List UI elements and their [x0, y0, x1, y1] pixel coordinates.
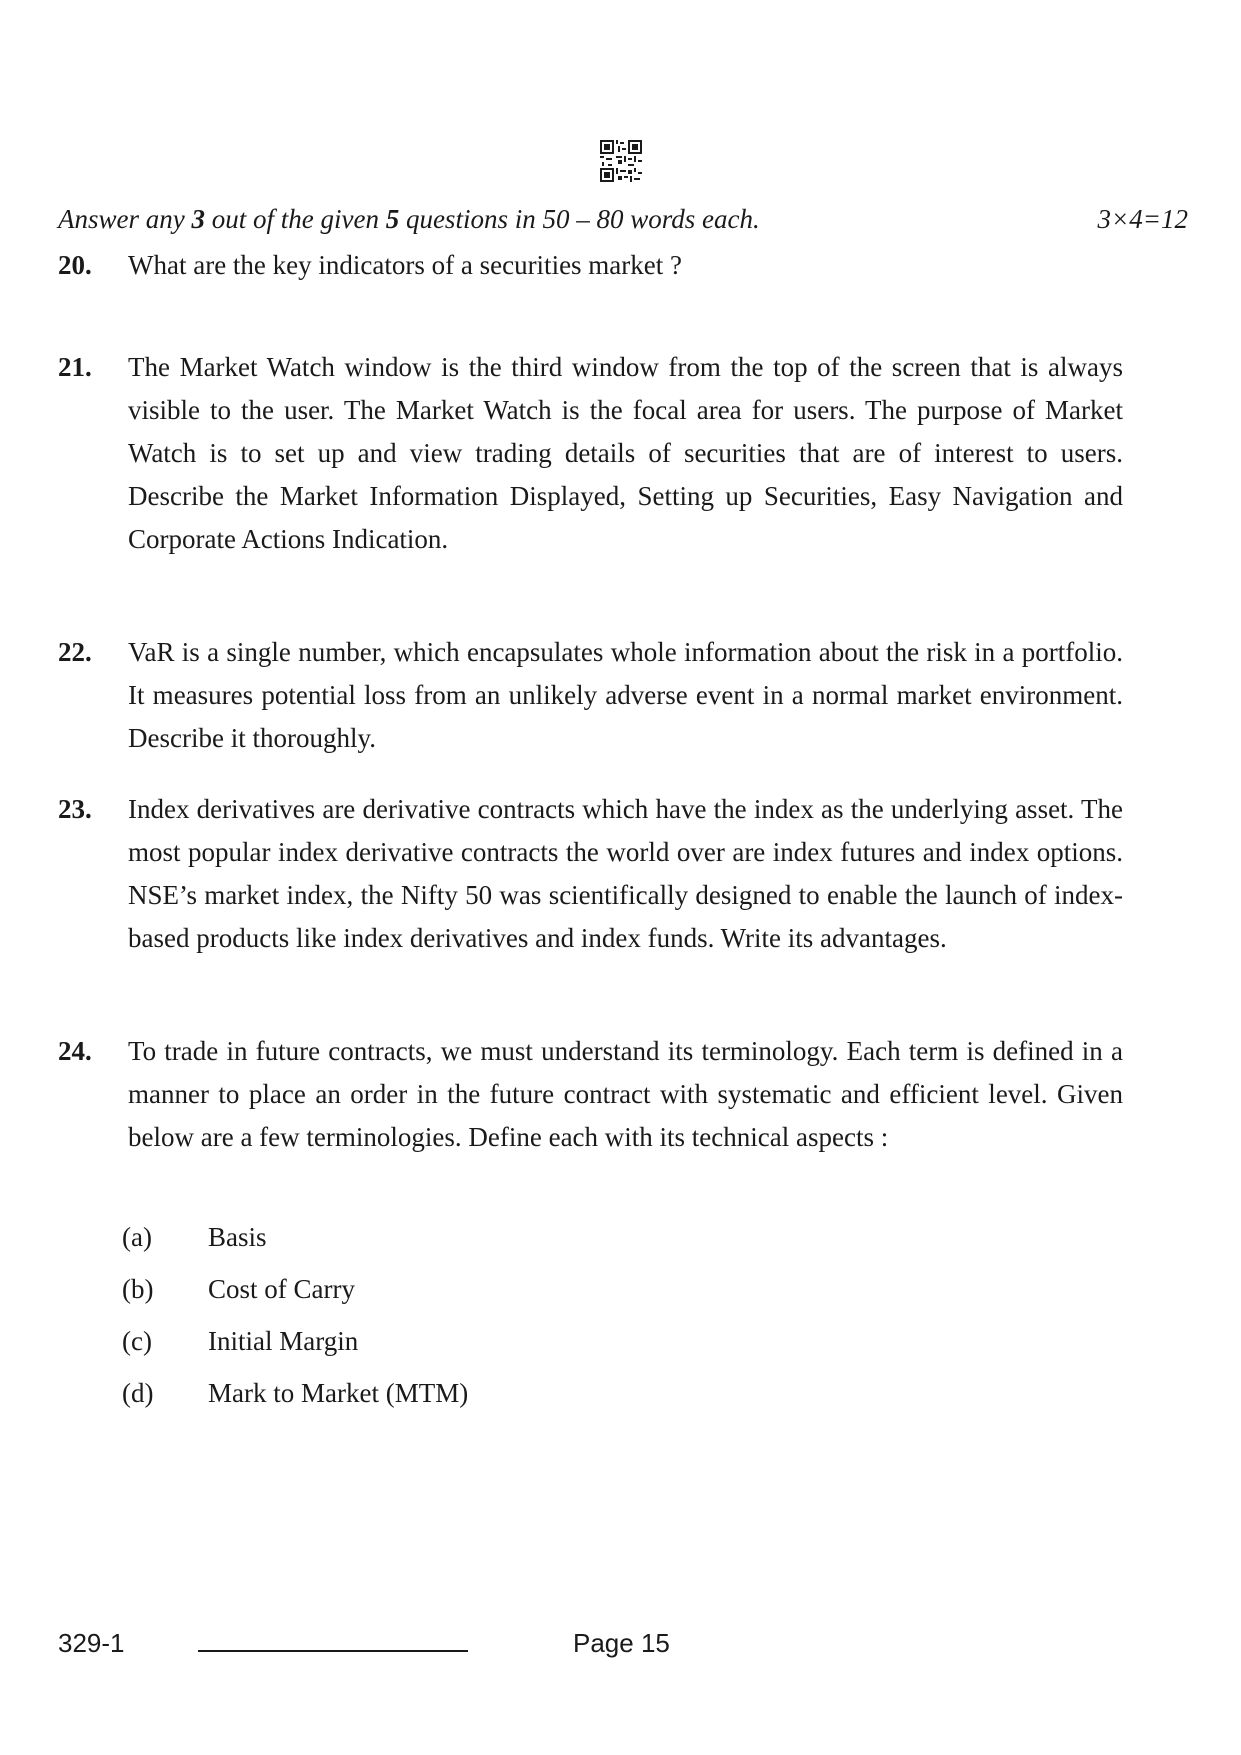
- question-24: [58, 1030, 1123, 1159]
- option-text: Initial Margin: [208, 1326, 359, 1356]
- option-label: (c): [122, 1326, 152, 1356]
- option-text: Basis: [208, 1222, 267, 1252]
- page-number: Page 15: [573, 1628, 670, 1658]
- question-text: VaR is a single number, which encapsulates whole information about the risk in a portfolio. It measures potential loss from an unlikely adverse event in a normal market environment. Describe it thoroughly.: [128, 637, 1123, 753]
- option-label: (b): [122, 1274, 154, 1304]
- question-22: [58, 631, 1123, 760]
- option-text: Cost of Carry: [208, 1274, 355, 1304]
- question-text: To trade in future contracts, we must understand its terminology. Each term is defined in a manner to place an order in the future contract with systematic and efficient level. Given below are a few terminologies. Define each with its technical aspects :: [128, 1036, 1123, 1152]
- qr-code-icon: [600, 140, 642, 182]
- question-20: [58, 244, 1123, 287]
- question-23: [58, 788, 1123, 960]
- question-text: Index derivatives are derivative contracts which have the index as the underlying asset. The most popular index derivative contracts the world over are index futures and index options. NSE’s market index, the Nifty 50 was scientifically designed to enable the launch of index-based products like index derivatives and index funds. Write its advantages.: [128, 794, 1123, 953]
- option-label: (d): [122, 1378, 154, 1408]
- question-21: [58, 346, 1123, 561]
- paper-code: 329-1: [58, 1628, 125, 1658]
- question-number: 23.: [58, 794, 92, 824]
- question-number: 24.: [58, 1036, 92, 1066]
- question-number: 21.: [58, 352, 92, 382]
- question-text: The Market Watch window is the third window from the top of the screen that is always visible to the user. The Market Watch is the focal area for users. The purpose of Market Watch is to set up and view trading details of securities that are of interest to users. Describe the Market Information Displayed, Setting up Securities, Easy Navigation and Corporate Actions Indication.: [128, 352, 1123, 554]
- question-number: 22.: [58, 637, 92, 667]
- footer-rule: [198, 1650, 468, 1652]
- option-text: Mark to Market (MTM): [208, 1378, 469, 1408]
- section-instruction-row: [58, 204, 1188, 235]
- section-instruction: Answer any 3 out of the given 5 questions in 50 – 80 words each.: [58, 204, 760, 234]
- section-marks: 3×4=12: [1097, 204, 1188, 234]
- question-text: What are the key indicators of a securities market ?: [128, 250, 683, 280]
- option-label: (a): [122, 1222, 152, 1252]
- page-footer: [58, 1628, 958, 1668]
- question-number: 20.: [58, 250, 92, 280]
